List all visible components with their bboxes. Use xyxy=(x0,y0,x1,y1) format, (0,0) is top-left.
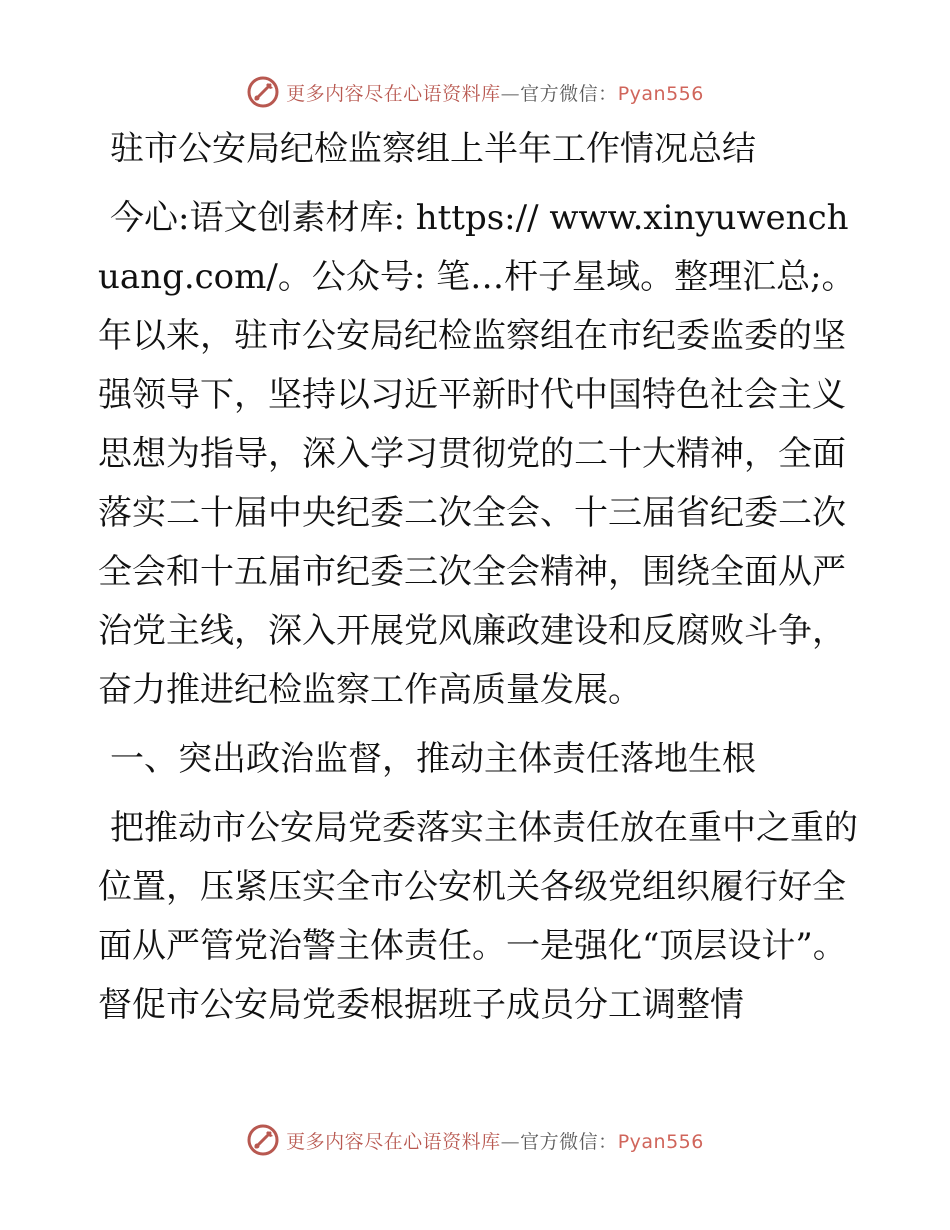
watermark-wechat-label: 官方微信： xyxy=(520,82,618,105)
footer-watermark xyxy=(0,1118,950,1162)
brush-seal-icon xyxy=(246,1123,280,1157)
document-body xyxy=(98,120,858,1035)
watermark-dash: — xyxy=(500,82,521,105)
section-heading: 一、突出政治监督，推动主体责任落地生根 xyxy=(110,739,756,779)
watermark-account: Pyan556 xyxy=(617,82,704,105)
watermark-wechat-label: 官方微信： xyxy=(520,1130,618,1153)
watermark-dash: — xyxy=(500,1130,521,1153)
header-watermark xyxy=(0,70,950,114)
section-paragraph: 把推动市公安局党委落实主体责任放在重中之重的位置，压紧压实全市公安机关各级党组织履行好全面从严管党治警主体责任。一是强化“顶层设计”。督促市公安局党委根据班子成员分工调整情 xyxy=(98,808,858,1025)
brush-seal-icon xyxy=(246,75,280,109)
watermark-account: Pyan556 xyxy=(617,1130,704,1153)
watermark-text xyxy=(286,1127,704,1154)
intro-paragraph: 今心:语文创素材库: https:// www.xinyuwenchuang.com/。公众号: 笔…杆子星域。整理汇总;。年以来，驻市公安局纪检监察组在市纪委监委的坚强领导下，坚持以习近平新时代中国特色社会主义思想为指导，深入学习贯彻党的二十大精神，全面落实二十届中央纪委二次全会、十三届省纪委二次全会和十五届市纪委三次全会精神，围绕全面从严治党主线，深入开展党风廉政建设和反腐败斗争，奋力推进纪检监察工作高质量发展。 xyxy=(98,198,856,710)
watermark-slogan: 更多内容尽在心语资料库 xyxy=(286,82,501,105)
watermark-text xyxy=(286,79,704,106)
watermark-slogan: 更多内容尽在心语资料库 xyxy=(286,1130,501,1153)
document-title: 驻市公安局纪检监察组上半年工作情况总结 xyxy=(110,129,756,169)
